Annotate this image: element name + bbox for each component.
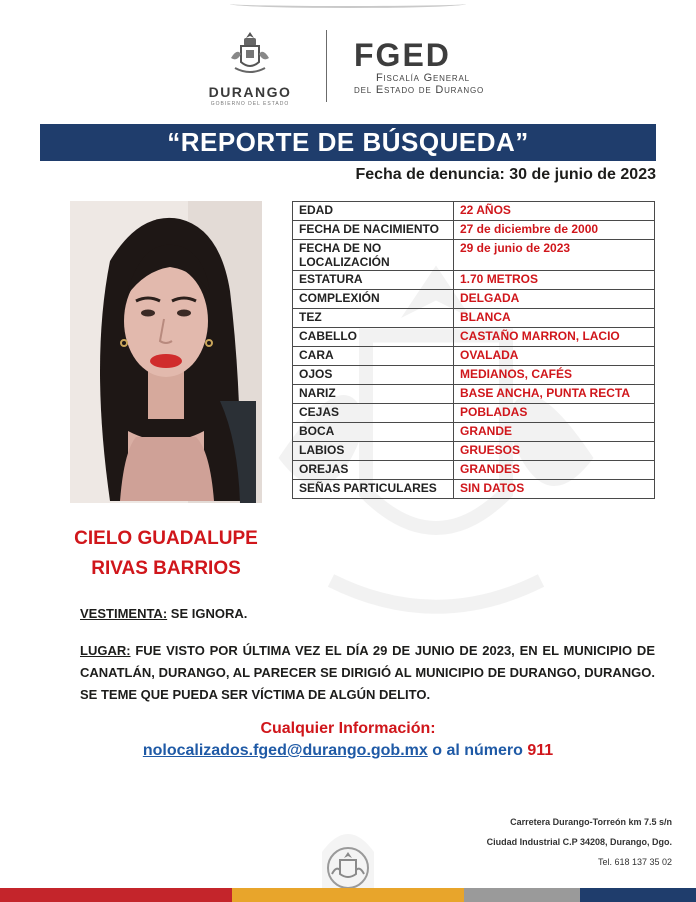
field-value: BASE ANCHA, PUNTA RECTA [454,385,655,404]
table-row [293,480,655,499]
field-label: TEZ [293,309,454,328]
top-decorative-arc [230,0,466,8]
durango-logo-subtext: GOBIERNO DEL ESTADO [210,101,290,107]
address-phone: Tel. 618 137 35 02 [597,857,672,867]
table-row [293,442,655,461]
person-name-line1: CIELO GUADALUPE [74,528,258,549]
table-row [293,290,655,309]
field-value: GRUESOS [454,442,655,461]
fged-title: FGED [354,37,451,73]
field-label: OJOS [293,366,454,385]
field-label: EDAD [293,202,454,221]
fged-line2: del Estado de Durango [354,84,485,96]
field-value: SIN DATOS [454,480,655,499]
table-row [293,202,655,221]
field-value: DELGADA [454,290,655,309]
person-name [60,524,272,584]
field-label: LABIOS [293,442,454,461]
report-date: Fecha de denuncia: 30 de junio de 2023 [355,166,656,183]
person-photo [70,201,262,503]
fged-line1: Fiscalía General [376,72,470,84]
field-value: BLANCA [454,309,655,328]
contact-email-link[interactable]: nolocalizados.fged@durango.gob.mx [142,742,428,759]
table-row [293,309,655,328]
footer-color-bar [0,888,696,902]
field-label: CABELLO [293,328,454,347]
field-value: GRANDES [454,461,655,480]
clothing-info [80,606,247,621]
field-value: OVALADA [454,347,655,366]
field-label: CEJAS [293,404,454,423]
field-label: ESTATURA [293,271,454,290]
contact-line [0,742,696,760]
field-value: MEDIANOS, CAFÉS [454,366,655,385]
table-row [293,328,655,347]
fged-logo [354,38,484,96]
field-value: 27 de diciembre de 2000 [454,221,655,240]
field-label: NARIZ [293,385,454,404]
table-row [293,221,655,240]
portrait-image [70,201,262,503]
field-label: FECHA DE NO LOCALIZACIÓN [293,240,454,271]
location-label: LUGAR: [80,643,131,658]
field-value: CASTAÑO MARRON, LACIO [454,328,655,347]
footer-seal-icon [314,822,382,898]
clothing-label: VESTIMENTA: [80,606,168,621]
location-info [80,640,655,706]
table-row [293,404,655,423]
field-value: POBLADAS [454,404,655,423]
table-row [293,347,655,366]
field-value: 29 de junio de 2023 [454,240,655,271]
field-label: OREJAS [293,461,454,480]
field-label: FECHA DE NACIMIENTO [293,221,454,240]
table-row [293,385,655,404]
field-label: COMPLEXIÓN [293,290,454,309]
field-label: CARA [293,347,454,366]
description-table [292,201,655,499]
field-label: SEÑAS PARTICULARES [293,480,454,499]
field-value: 22 AÑOS [454,202,655,221]
header-divider [326,30,327,102]
contact-title: Cualquier Información: [260,720,436,737]
coat-of-arms-icon [223,28,277,82]
address-line1: Carretera Durango-Torreón km 7.5 s/n [510,817,672,827]
field-label: BOCA [293,423,454,442]
table-row [293,240,655,271]
table-row [293,366,655,385]
location-text: FUE VISTO POR ÚLTIMA VEZ EL DÍA 29 DE JUNIO DE 2023, EN EL MUNICIPIO DE CANATLÁN, DURANGO, AL PARECER SE DIRIGIÓ AL MUNICIPIO DE DURANGO, DURANGO. SE TEME QUE PUEDA SER VÍCTIMA DE ALGÚN DELITO. [80,643,655,702]
field-value: 1.70 METROS [454,271,655,290]
person-name-line2: RIVAS BARRIOS [91,558,241,579]
table-row [293,423,655,442]
office-address [487,812,672,872]
clothing-text: SE IGNORA. [167,606,248,621]
table-row [293,271,655,290]
table-row [293,461,655,480]
durango-logo-text: DURANGO [208,84,292,100]
address-line2: Ciudad Industrial C.P 34208, Durango, Dgo. [486,837,672,847]
field-value: GRANDE [454,423,655,442]
durango-government-logo [190,28,310,112]
header [0,20,696,110]
report-title-banner: “REPORTE DE BÚSQUEDA” [40,124,656,161]
contact-phone-number: 911 [527,742,554,759]
contact-connector: o al número [427,742,528,759]
